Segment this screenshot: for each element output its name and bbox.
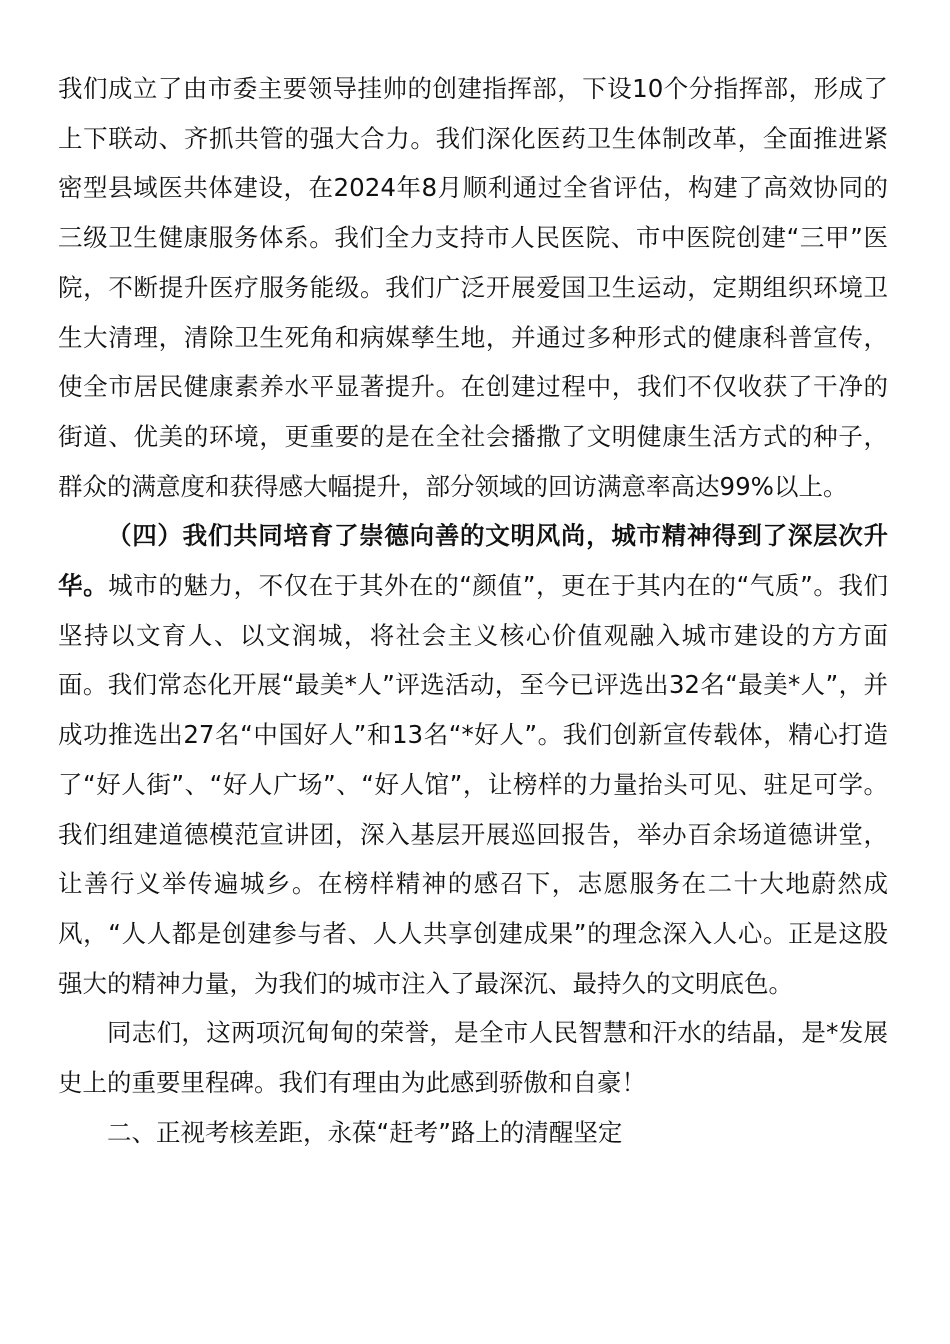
section-body-text: 城市的魅力，不仅在于其外在的“颜值”，更在于其内在的“气质”。我们坚持以文育人、以文润城，将社会主义核心价值观融入城市建设的方方面面。我们常态化开展“最美*人”评选活动，至今已评选出32名“最美*人”，并成功推选出27名“中国好人”和13名“*好人”。我们创新宣传载体，精心打造了“好人街”、“好人广场”、“好人馆”，让榜样的力量抬头可见、驻足可学。我们组建道德模范宣讲团，深入基层开展巡回报告，举办百余场道德讲堂，让善行义举传遍城乡。在榜样精神的感召下，志愿服务在二十大地蔚然成风，“人人都是创建参与者、人人共享创建成果”的理念深入人心。正是这股强大的精神力量，为我们的城市注入了最深沉、最持久的文明底色。: [58, 571, 888, 998]
document-page: [58, 64, 888, 1157]
section-paragraph: [58, 511, 888, 1008]
body-paragraph: 同志们，这两项沉甸甸的荣誉，是全市人民智慧和汗水的结晶，是*发展史上的重要里程碑。我们有理由为此感到骄傲和自豪！: [58, 1018, 888, 1098]
section-heading: 二、正视考核差距，永葆“赶考”路上的清醒坚定: [107, 1117, 623, 1147]
body-paragraph: 我们成立了由市委主要领导挂帅的创建指挥部，下设10个分指挥部，形成了上下联动、齐抓共管的强大合力。我们深化医药卫生体制改革，全面推进紧密型县域医共体建设，在2024年8月顺利通过全省评估，构建了高效协同的三级卫生健康服务体系。我们全力支持市人民医院、市中医院创建“三甲”医院，不断提升医疗服务能级。我们广泛开展爱国卫生运动，定期组织环境卫生大清理，清除卫生死角和病媒孳生地，并通过多种形式的健康科普宣传，使全市居民健康素养水平显著提升。在创建过程中，我们不仅收获了干净的街道、优美的环境，更重要的是在全社会播撒了文明健康生活方式的种子，群众的满意度和获得感大幅提升，部分领域的回访满意率高达99%以上。: [58, 74, 888, 501]
section-heading-inline: （四）我们共同培育了崇德向善的文明风尚，城市精神得到了深层次升华。: [58, 521, 888, 601]
